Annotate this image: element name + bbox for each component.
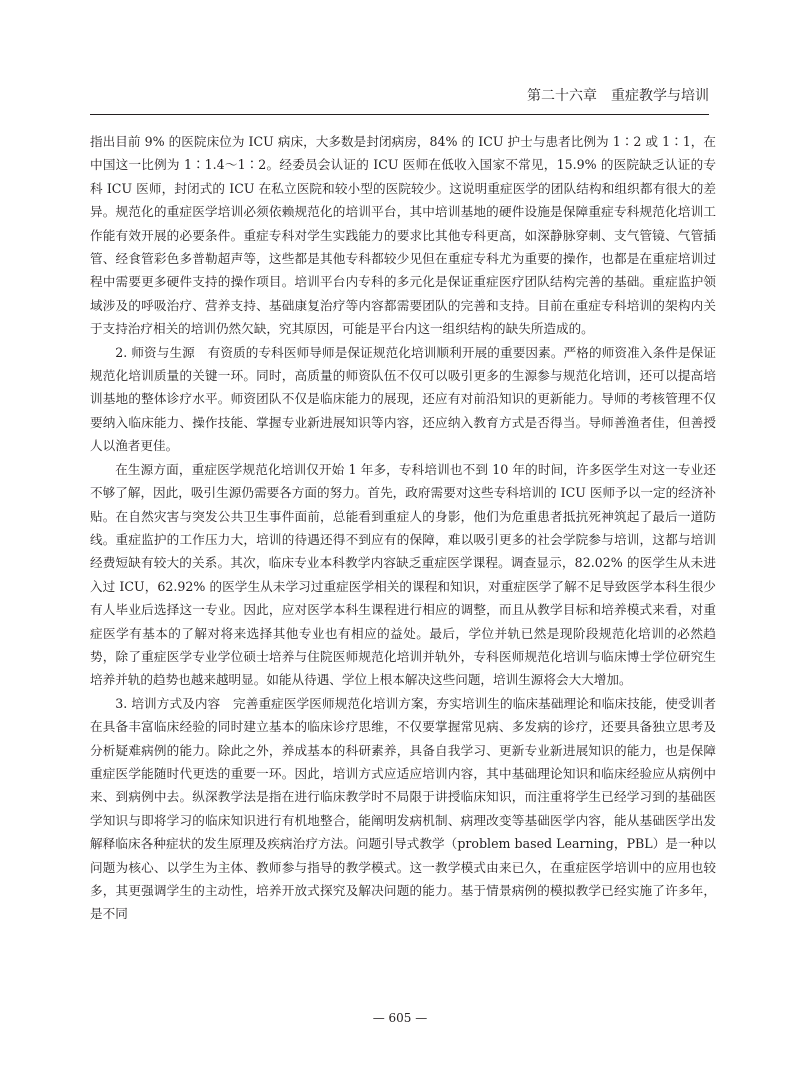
page-number: — 605 —	[372, 1011, 428, 1025]
paragraph-student-sources: 在生源方面，重症医学规范化培训仅开始 1 年多，专科培训也不到 10 年的时间，许多医学生对这一专业还不够了解，因此，吸引生源仍需要各方面的努力。首先，政府需要对这些专科培训的 ICU 医师予以一定的经济补贴。在自然灾害与突发公共卫生事件面前，总能看到重症人的身影，他们为危重患者抵抗死神筑起了最后一道防线。重症监护的工作压力大，培训的待遇还得不到应有的保障，难以吸引更多的社会学院参与培训，这都与培训经费短缺有较大的关系。其次，临床专业本科教学内容缺乏重症医学课程。调查显示，82.02% 的医学生从未进入过 ICU，62.92% 的医学生从未学习过重症医学相关的课程和知识，对重症医学了解不足导致医学本科生很少有人毕业后选择这一专业。因此，应对医学本科生课程进行相应的调整，而且从教学目标和培养模式来看，对重症医学有基本的了解对将来选择其他专业也有相应的益处。最后，学位并轨已然是现阶段规范化培训的必然趋势，除了重症医学专业学位硕士培养与住院医师规范化培训并轨外，专科医师规范化培训与临床博士学位研究生培养并轨的趋势也越来越明显。如能从待遇、学位上根本解决这些问题，培训生源将会大大增加。	[90, 461, 716, 688]
body-text	[90, 130, 716, 926]
paragraph-faculty-and-students: 2. 师资与生源 有资质的专科医师导师是保证规范化培训顺利开展的重要因素。严格的师资准入条件是保证规范化培训质量的关键一环。同时，高质量的师资队伍不仅可以吸引更多的生源参与规范化培训，还可以提高培训基地的整体诊疗水平。师资团队不仅是临床能力的展现，还应有对前沿知识的更新能力。导师的考核管理不仅要纳入临床能力、操作技能、掌握专业新进展知识等内容，还应纳入教育方式是否得当。导师善渔者佳，但善授人以渔者更佳。	[90, 344, 716, 454]
running-header	[90, 88, 709, 115]
paragraph-continued: 指出目前 9% 的医院床位为 ICU 病床，大多数是封闭病房，84% 的 ICU 护士与患者比例为 1∶2 或 1∶1，在中国这一比例为 1∶1.4～1∶2。经委员会认证的 ICU 医师在低收入国家不常见，15.9% 的医院缺乏认证的专科 ICU 医师，封闭式的 ICU 在私立医院和较小型的医院较少。这说明重症医学的团队结构和组织都有很大的差异。规范化的重症医学培训必须依赖规范化的培训平台，其中培训基地的硬件设施是保障重症专科规范化培训工作能有效开展的必要条件。重症专科对学生实践能力的要求比其他专科更高，如深静脉穿刺、支气管镜、气管插管、经食管彩色多普勒超声等，这些都是其他专科都较少见但在重症专科尤为重要的操作，也都是在重症培训过程中需要更多硬件支持的操作项目。培训平台内专科的多元化是保证重症医疗团队结构完善的基础。重症监护领域涉及的呼吸治疗、营养支持、基础康复治疗等内容都需要团队的完善和支持。目前在重症专科培训的架构内关于支持治疗相关的培训仍然欠缺，究其原因，可能是平台内这一组织结构的缺失所造成的。	[90, 134, 716, 337]
paragraph-training-methods: 3. 培训方式及内容 完善重症医学医师规范化培训方案，夯实培训生的临床基础理论和临床技能，使受训者在具备丰富临床经验的同时建立基本的临床诊疗思维，不仅要掌握常见病、多发病的诊疗，还要具备独立思考及分析疑难病例的能力。除此之外，养成基本的科研素养，具备自我学习、更新专业新进展知识的能力，也是保障重症医学能随时代更迭的重要一环。因此，培训方式应适应培训内容，其中基础理论知识和临床经验应从病例中来、到病例中去。纵深教学法是指在进行临床教学时不局限于讲授临床知识，而注重将学生已经学习到的基础医学知识与即将学习的临床知识进行有机地整合，能阐明发病机制、病理改变等基础医学内容，能从基础医学出发解释临床各种症状的发生原理及疾病治疗方法。问题引导式教学（problem based Learning，PBL）是一种以问题为核心、以学生为主体、教师参与指导的教学模式。这一教学模式由来已久，在重症医学培训中的应用也较多，其更强调学生的主动性，培养开放式探究及解决问题的能力。基于情景病例的模拟教学已经实施了许多年，是不同	[90, 695, 716, 922]
running-title: 第二十六章 重症教学与培训	[527, 88, 709, 104]
